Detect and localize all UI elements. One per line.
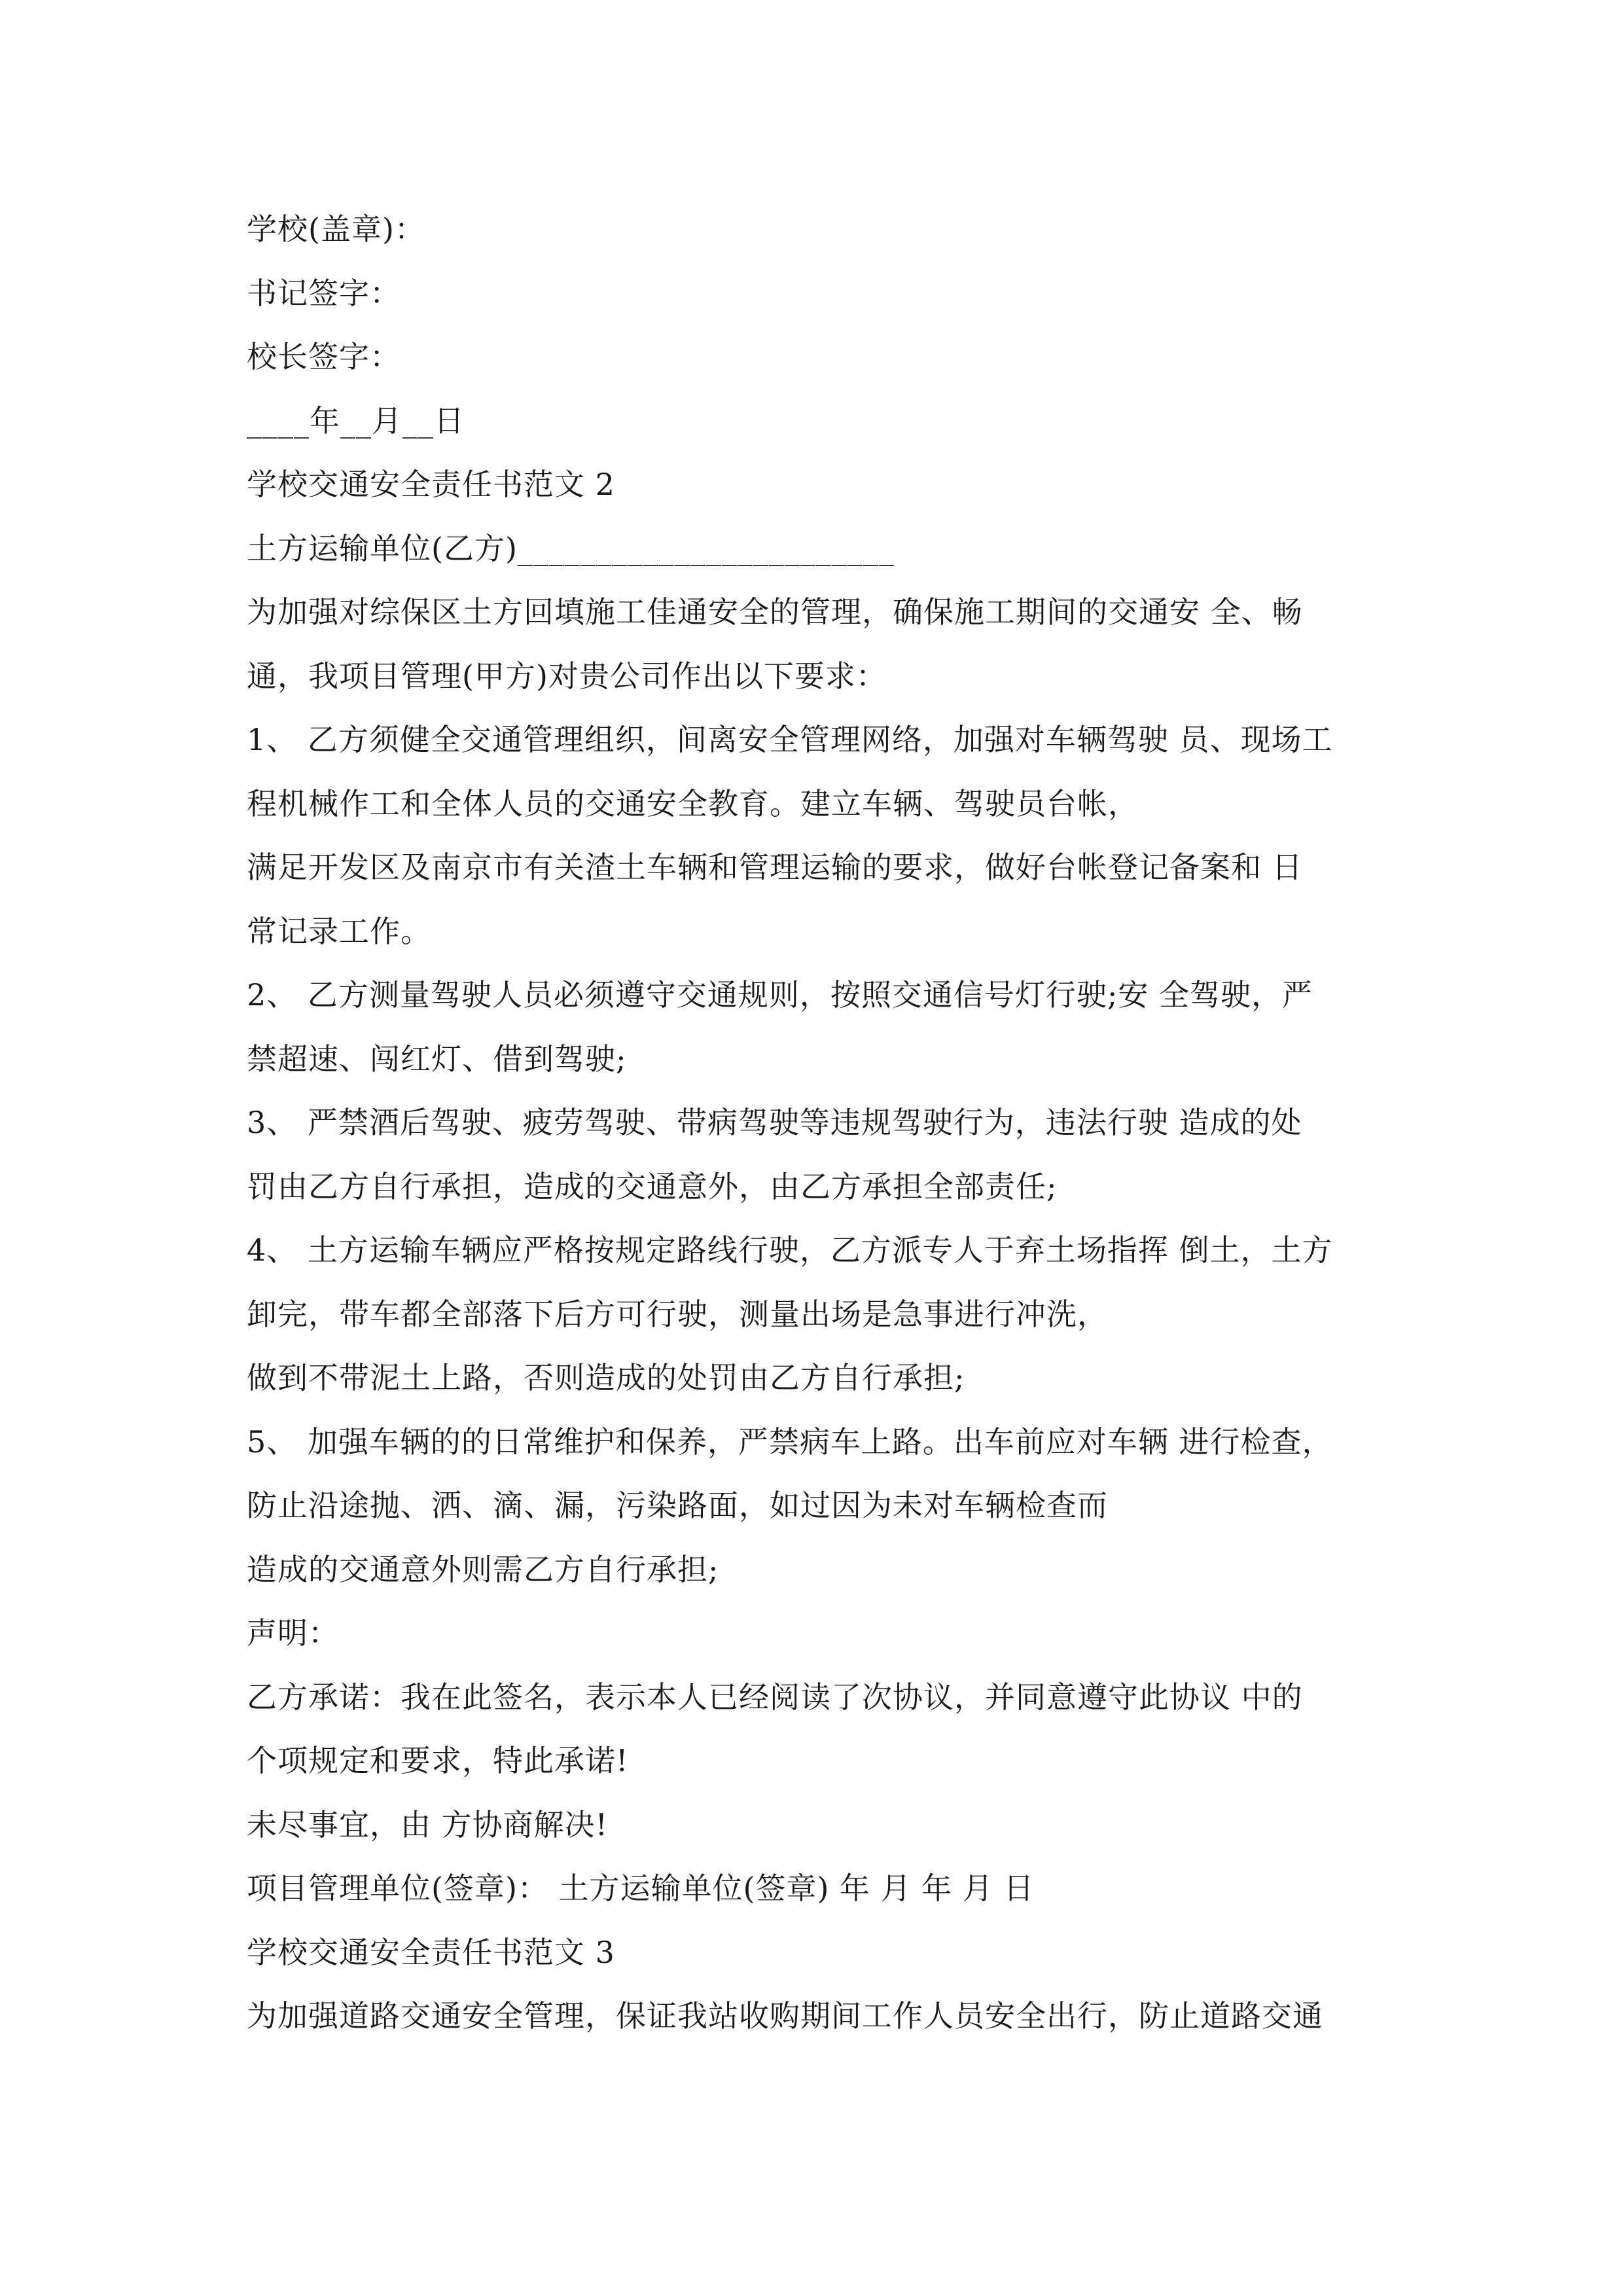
clause-5-line: 防止沿途抛、洒、滴、漏，污染路面，如过因为未对车辆检查而 [247, 1488, 1108, 1523]
statement-heading: 声明： [247, 1615, 339, 1651]
clause-1-line: 满足开发区及南京市有关渣土车辆和管理运输的要求，做好台帐登记备案和 日 [247, 850, 1303, 885]
paragraph-line: 通，我项目管理(甲方)对贵公司作出以下要求： [247, 658, 887, 694]
clause-4-line: 卸完，带车都全部落下后方可行驶，测量出场是急事进行冲洗， [247, 1296, 1108, 1332]
section-title-3: 学校交通安全责任书范文 3 [247, 1934, 615, 1970]
commitment-line: 个项规定和要求，特此承诺! [247, 1743, 629, 1778]
clause-4-line: 做到不带泥土上路，否则造成的处罚由乙方自行承担; [247, 1360, 965, 1395]
clause-5-line: 造成的交通意外则需乙方自行承担; [247, 1551, 719, 1587]
school-seal-line: 学校(盖章)： [247, 211, 425, 247]
clause-3-line: 罚由乙方自行承担，造成的交通意外，由乙方承担全部责任; [247, 1168, 1058, 1204]
clause-1-line: 常记录工作。 [247, 913, 431, 949]
clause-1-line: 程机械作工和全体人员的交通安全教育。建立车辆、驾驶员台帐， [247, 785, 1139, 821]
paragraph-line: 为加强对综保区土方回填施工佳通安全的管理，确保施工期间的交通安 全、畅 [247, 594, 1303, 630]
secretary-signature-line: 书记签字： [247, 275, 401, 311]
clause-4-line: 4、 土方运输车辆应严格按规定路线行驶，乙方派专人于弃土场指挥 倒土，土方 [247, 1232, 1333, 1268]
negotiation-line: 未尽事宜，由 方协商解决! [247, 1806, 609, 1842]
signature-block-line: 项目管理单位(签章)： 土方运输单位(签章) 年 月 年 月 日 [247, 1871, 1035, 1906]
document-body [247, 198, 1399, 2049]
clause-1-line: 1、 乙方须健全交通管理组织，间离安全管理网络，加强对车辆驾驶 员、现场工 [247, 722, 1333, 757]
principal-signature-line: 校长签字： [247, 339, 401, 374]
date-line: ____年__月__日 [247, 403, 465, 439]
clause-5-line: 5、 加强车辆的的日常维护和保养，严禁病车上路。出车前应对车辆 进行检查， [247, 1424, 1333, 1460]
section-title-2: 学校交通安全责任书范文 2 [247, 467, 615, 502]
clause-2-line: 禁超速、闯红灯、借到驾驶; [247, 1041, 627, 1077]
clause-2-line: 2、 乙方测量驾驶人员必须遵守交通规则，按照交通信号灯行驶;安 全驾驶，严 [247, 977, 1313, 1013]
clause-3-line: 3、 严禁酒后驾驶、疲劳驾驶、带病驾驶等违规驾驶行为，违法行驶 造成的处 [247, 1105, 1302, 1140]
paragraph-line: 为加强道路交通安全管理，保证我站收购期间工作人员安全出行，防止道路交通 [247, 1998, 1323, 2034]
commitment-line: 乙方承诺：我在此签名，表示本人已经阅读了次协议，并同意遵守此协议 中的 [247, 1679, 1303, 1715]
party-b-line: 土方运输单位(乙方)________________________ [247, 530, 895, 566]
